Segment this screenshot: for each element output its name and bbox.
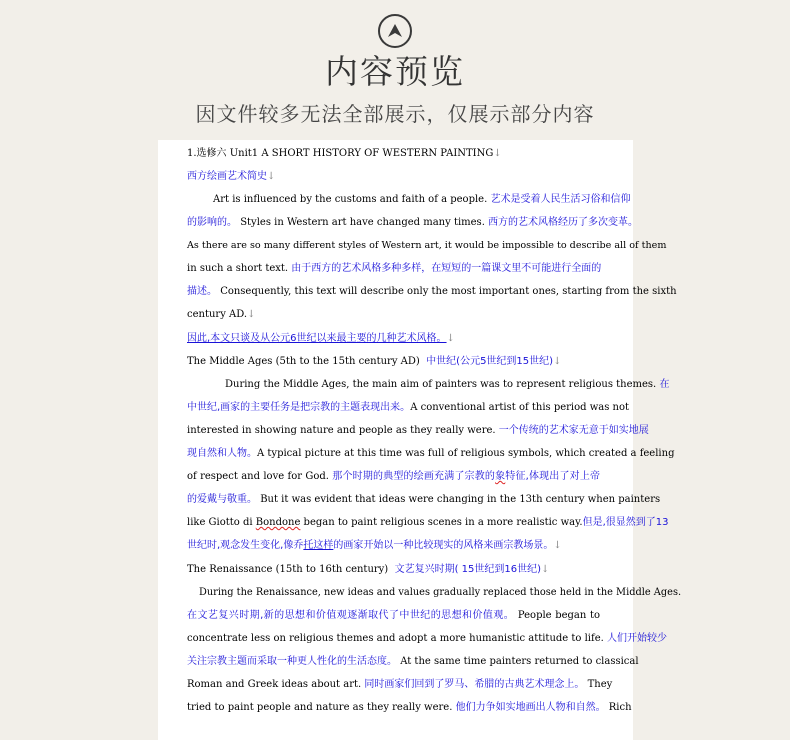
- doc-translation: 艺术是受着人民生活习俗和信仰: [490, 194, 631, 205]
- doc-translation: 关注宗教主题而采取一种更人性化的生活态度。: [187, 656, 397, 667]
- doc-translation: 一个传统的艺术家无意于如实地展: [498, 425, 649, 436]
- doc-text: Roman and Greek ideas about art.: [187, 679, 362, 690]
- doc-line: [187, 632, 667, 646]
- page-subtitle: 因文件较多无法全部展示，仅展示部分内容: [195, 102, 595, 126]
- doc-text: But it was evident that ideas were changing in the 13th century when painters: [260, 494, 661, 505]
- doc-translation: 因此,本文只谈及从公元6世纪以来最主要的几种艺术风格。: [187, 333, 447, 344]
- doc-line: [187, 193, 631, 207]
- logo-icon: [378, 14, 412, 48]
- doc-line: [187, 470, 600, 484]
- doc-translation: 在: [659, 379, 670, 390]
- doc-line: [187, 539, 600, 553]
- paragraph-mark: ↓: [553, 356, 562, 367]
- doc-text: of respect and love for God.: [187, 471, 329, 482]
- doc-heading: 1.选修六 Unit1 A SHORT HISTORY OF WESTERN PAINTING: [187, 148, 494, 159]
- doc-line: [187, 355, 600, 369]
- doc-section-heading: The Middle Ages (5th to the 15th century AD): [187, 356, 420, 367]
- doc-text: During the Renaissance, new ideas and values gradually replaced those held in the Middle Ages.: [199, 587, 682, 598]
- doc-text: Consequently, this text will describe only the most important ones, starting from the sixth: [220, 286, 677, 297]
- doc-text: At the same time painters returned to classical: [400, 656, 639, 667]
- doc-text: century AD.: [187, 309, 248, 320]
- doc-translation: 西方的艺术风格经历了多次变革。: [488, 217, 639, 228]
- paragraph-mark: ↓: [541, 564, 550, 575]
- doc-translation: 中世纪(公元5世纪到15世纪): [426, 356, 554, 367]
- paragraph-mark: ↓: [493, 148, 502, 159]
- paragraph-mark: ↓: [553, 540, 562, 551]
- doc-line: [187, 655, 639, 669]
- spellcheck-word: Bondone: [255, 517, 301, 528]
- doc-line: [187, 401, 630, 415]
- doc-line: [187, 493, 661, 507]
- doc-line: [187, 701, 632, 715]
- doc-text: A typical picture at this time was full of religious symbols, which created a feeling: [257, 448, 675, 459]
- doc-line: [187, 332, 600, 346]
- doc-translation: 同时画家们回到了罗马、希腊的古典艺术理念上。: [364, 679, 585, 690]
- doc-subheading: 西方绘画艺术简史: [187, 171, 267, 182]
- arrow-up-circle-icon: [386, 22, 404, 40]
- doc-translation: 世纪时,观念发生变化,像乔托这样的画家开始以一种比较现实的风格来画宗教场景。: [187, 540, 554, 551]
- doc-line: [187, 216, 639, 230]
- page-title: 内容预览: [325, 52, 465, 91]
- doc-line: [187, 147, 600, 161]
- doc-line: [187, 378, 670, 392]
- doc-line: [187, 170, 600, 184]
- doc-translation: 由于西方的艺术风格多种多样，在短短的一篇课文里不可能进行全面的: [291, 263, 602, 274]
- doc-line: [187, 678, 613, 692]
- doc-line: [187, 308, 600, 322]
- doc-text: A conventional artist of this period was not: [410, 402, 630, 413]
- doc-text: in such a short text.: [187, 263, 289, 274]
- doc-translation: 他们力争如实地画出人物和自然。: [455, 702, 606, 713]
- doc-line: [187, 516, 669, 530]
- doc-translation: 中世纪,画家的主要任务是把宗教的主题表现出来。: [187, 402, 411, 413]
- doc-translation: 现自然和人物。: [187, 448, 257, 459]
- doc-text: like Giotto di Bondone began to paint religious scenes in a more realistic way.: [187, 517, 583, 528]
- doc-line: [187, 609, 600, 623]
- doc-section-heading: The Renaissance (15th to 16th century): [187, 564, 389, 575]
- doc-text: interested in showing nature and people as they really were.: [187, 425, 496, 436]
- doc-line: [187, 563, 600, 577]
- doc-line: [187, 239, 667, 253]
- paragraph-mark: ↓: [267, 171, 276, 182]
- doc-text: tried to paint people and nature as they really were.: [187, 702, 453, 713]
- doc-text: People began to: [517, 610, 600, 621]
- spellcheck-word: 象: [495, 471, 506, 482]
- doc-line: [187, 262, 600, 276]
- doc-translation: 的爱戴与敬重。: [187, 494, 257, 505]
- paragraph-mark: ↓: [446, 333, 455, 344]
- document-preview: [158, 140, 682, 740]
- doc-text: concentrate less on religious themes and adopt a more humanistic attitude to life.: [187, 633, 604, 644]
- doc-translation: 但是,很显然到了13: [582, 517, 669, 528]
- doc-translation: 那个时期的典型的绘画充满了宗教的象特征,体现出了对上帝: [332, 471, 601, 482]
- doc-line: [187, 447, 675, 461]
- doc-translation: 在文艺复兴时期,新的思想和价值观逐渐取代了中世纪的思想和价值观。: [187, 610, 515, 621]
- doc-translation: 文艺复兴时期( 15世纪到16世纪): [394, 564, 542, 575]
- doc-text: Rich: [608, 702, 632, 713]
- doc-translation: 人们开始较少: [606, 633, 667, 644]
- doc-text: As there are so many different styles of Western art, it would be impossible to describe all of them: [187, 240, 667, 251]
- doc-line: [187, 285, 677, 299]
- doc-text: They: [587, 679, 613, 690]
- doc-line: [187, 424, 649, 438]
- doc-text: Styles in Western art have changed many times.: [240, 217, 485, 228]
- paragraph-mark: ↓: [247, 309, 256, 320]
- doc-translation: 的影响的。: [187, 217, 237, 228]
- doc-translation: 描述。: [187, 286, 217, 297]
- doc-text: Art is influenced by the customs and faith of a people.: [213, 194, 488, 205]
- doc-text: During the Middle Ages, the main aim of painters was to represent religious themes.: [225, 379, 657, 390]
- doc-line: [187, 586, 682, 600]
